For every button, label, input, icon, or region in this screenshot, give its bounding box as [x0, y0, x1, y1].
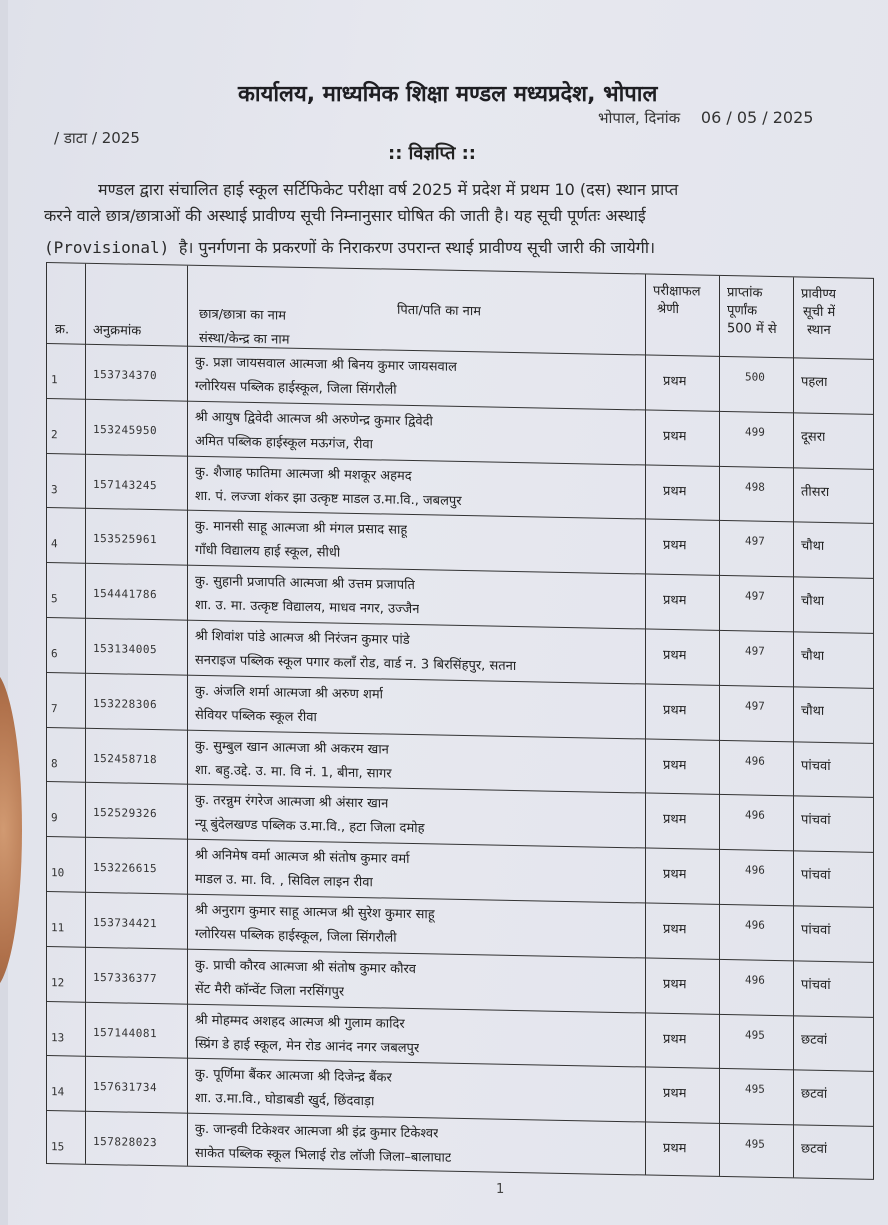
student-name: श्री अनुराग कुमार साहू आत्मज श्री सुरेश कुमार साहू	[195, 902, 435, 923]
table-row-divider	[47, 398, 873, 415]
merit-list-table	[46, 262, 874, 1180]
result-division: प्रथम	[663, 593, 687, 609]
school-name: न्यू बुंदेलखण्ड पब्लिक उ.मा.वि., हटा जिला दमोह	[195, 817, 425, 837]
serial-number: 15	[51, 1140, 65, 1154]
school-name: सेवियर पब्लिक स्कूल रीवा	[195, 707, 317, 725]
intro-line-1: मण्डल द्वारा संचालित हाई स्कूल सर्टिफिकेट परीक्षा वर्ष 2025 में प्रदेश में प्रथम 10 (दस) स्थान प्राप्त	[98, 180, 679, 199]
table-row-divider	[47, 507, 873, 524]
roll-number: 153734421	[93, 915, 158, 931]
school-name: साकेत पब्लिक स्कूल भिलाई रोड लॉजी जिला–बालाघाट	[195, 1146, 452, 1166]
marks-obtained: 495	[745, 1028, 765, 1042]
school-name: सनराइज पब्लिक स्कूल पगार कलाँ रोड, वार्ड न. 3 बिरसिंहपुर, सतना	[195, 652, 517, 675]
student-name: कु. प्राची कौरव आत्मजा श्री संतोष कुमार कौरव	[195, 957, 417, 977]
student-name: कु. अंजलि शर्मा आत्मजा श्री अरुण शर्मा	[195, 683, 384, 703]
merit-rank: दूसरा	[801, 429, 826, 445]
school-name: ग्लोरियस पब्लिक हाईस्कूल, जिला सिंगरौली	[195, 378, 397, 398]
merit-rank: चौथा	[801, 648, 825, 664]
serial-number: 1	[51, 373, 58, 387]
merit-rank: छटवां	[801, 1141, 828, 1158]
table-row-divider	[47, 836, 873, 853]
serial-number: 5	[51, 592, 58, 606]
merit-rank: पांचवां	[801, 977, 831, 993]
merit-rank: चौथा	[801, 703, 825, 719]
header-result-1: परीक्षाफल	[653, 283, 701, 300]
roll-number: 154441786	[93, 587, 158, 602]
serial-number: 2	[51, 427, 58, 442]
result-division: प्रथम	[663, 921, 687, 938]
result-division: प्रथम	[663, 812, 687, 828]
serial-number: 12	[51, 975, 65, 990]
provisional-code: (Provisional)	[44, 238, 170, 257]
student-name: श्री मोहम्मद अशहद आत्मज श्री गुलाम कादिर	[195, 1012, 405, 1032]
result-division: प्रथम	[663, 647, 687, 664]
table-row-divider	[47, 781, 873, 798]
table-row-divider	[47, 617, 873, 634]
roll-number: 153228306	[93, 696, 158, 711]
result-division: प्रथम	[663, 702, 687, 719]
merit-rank: छटवां	[801, 1032, 828, 1048]
serial-number: 8	[51, 756, 58, 770]
roll-number: 157336377	[93, 970, 158, 985]
table-row-divider	[47, 672, 873, 689]
marks-obtained: 496	[745, 808, 765, 823]
merit-rank: चौथा	[801, 593, 825, 610]
header-school: संस्था/केन्द्र का नाम	[199, 330, 290, 348]
student-name: कु. सुम्बुल खान आत्मजा श्री अकरम खान	[195, 738, 389, 758]
serial-number: 4	[51, 537, 58, 551]
table-row-divider	[47, 1110, 873, 1127]
school-name: स्प्रिंग डे हाई स्कूल, मेन रोड आनंद नगर जबलपुर	[195, 1036, 420, 1056]
result-division: प्रथम	[663, 1086, 687, 1102]
roll-number: 153134005	[93, 641, 158, 657]
header-rank-1: प्रावीण्य	[801, 286, 837, 303]
marks-obtained: 497	[745, 589, 765, 603]
student-name: कु. तरन्नुम रंगरेज आत्मजा श्री अंसार खान	[195, 793, 389, 812]
roll-number: 152529326	[93, 806, 158, 821]
intro-line-2: करने वाले छात्र/छात्राओं की अस्थाई प्रावीण्य सूची निम्नानुसार घोषित की जाती है। यह सूची पूर्णतः अस्थाई	[44, 206, 646, 225]
marks-obtained: 496	[745, 973, 765, 987]
header-marks-3: 500 में से	[727, 321, 777, 338]
roll-number: 157144081	[93, 1025, 158, 1040]
roll-number: 157631734	[93, 1080, 158, 1095]
result-division: प्रथम	[663, 757, 687, 773]
header-marks-1: प्राप्तांक	[727, 285, 763, 301]
serial-number: 3	[51, 482, 58, 496]
school-name: शा. उ.मा.वि., घोडाबडी खुर्द, छिंदवाड़ा	[195, 1091, 375, 1110]
intro-line-3	[44, 236, 655, 258]
student-name: कु. प्रज्ञा जायसवाल आत्मजा श्री बिनय कुमार जायसवाल	[195, 354, 457, 375]
place-date-line	[598, 108, 813, 128]
school-name: शा. पं. लज्जा शंकर झा उत्कृष्ट माडल उ.मा.वि., जबलपुर	[195, 488, 462, 509]
school-name: माडल उ. मा. वि. , सिविल लाइन रीवा	[195, 872, 373, 891]
student-name: श्री शिवांश पांडे आत्मज श्री निरंजन कुमार पांडे	[195, 628, 410, 648]
place-label: भोपाल, दिनांक	[598, 109, 681, 127]
roll-number: 153734370	[93, 367, 158, 383]
serial-number: 11	[51, 921, 65, 935]
page-number: 1	[496, 1182, 505, 1197]
intro-line-3-rest: है। पुनर्गणना के प्रकरणों के निराकरण उपरान्त स्थाई प्रावीण्य सूची जारी की जायेगी।	[178, 238, 656, 257]
marks-obtained: 497	[745, 644, 765, 658]
marks-obtained: 499	[745, 425, 765, 439]
header-result-2: श्रेणी	[657, 301, 679, 318]
roll-number: 157828023	[93, 1135, 158, 1150]
marks-obtained: 496	[745, 863, 765, 877]
table-row-divider	[47, 1001, 873, 1018]
table-row-divider	[47, 946, 873, 963]
marks-obtained: 497	[745, 699, 765, 713]
table-row-divider	[47, 343, 873, 360]
serial-number: 14	[51, 1085, 65, 1099]
merit-rank: पांचवां	[801, 922, 831, 939]
header-roll: अनुक्रमांक	[93, 322, 142, 339]
school-name: सेंट मैरी कॉन्वेंट जिला नरसिंगपुर	[195, 981, 345, 1000]
serial-number: 9	[51, 811, 58, 825]
table-row-divider	[47, 562, 873, 579]
merit-rank: पहला	[801, 374, 828, 391]
student-name: कु. शैजाह फातिमा आत्मजा श्री मशकूर अहमद	[195, 464, 412, 484]
marks-obtained: 497	[745, 534, 765, 549]
result-division: प्रथम	[663, 1141, 687, 1157]
merit-rank: तीसरा	[801, 484, 830, 500]
serial-number: 10	[51, 866, 65, 880]
result-division: प्रथम	[663, 867, 687, 883]
office-title: कार्यालय, माध्यमिक शिक्षा मण्डल मध्यप्रदेश, भोपाल	[238, 82, 658, 107]
roll-number: 152458718	[93, 751, 158, 766]
header-parent: पिता/पति का नाम	[397, 302, 482, 320]
table-row-divider	[47, 891, 873, 908]
student-name: श्री आयुष द्विवेदी आत्मज श्री अरुणेन्द्र कुमार द्विवेदी	[195, 409, 433, 430]
merit-rank: छटवां	[801, 1086, 828, 1103]
roll-number: 153525961	[93, 532, 158, 547]
student-name: श्री अनिमेष वर्मा आत्मज श्री संतोष कुमार वर्मा	[195, 848, 410, 868]
marks-obtained: 498	[745, 480, 765, 494]
result-division: प्रथम	[663, 976, 687, 993]
result-division: प्रथम	[663, 1031, 687, 1047]
marks-obtained: 495	[745, 1137, 765, 1151]
marks-obtained: 500	[745, 370, 765, 384]
marks-obtained: 496	[745, 918, 765, 932]
result-division: प्रथम	[663, 483, 687, 499]
table-row-divider	[47, 727, 873, 744]
student-name: कु. जान्हवी टिकेश्वर आत्मजा श्री इंद्र कुमार टिकेश्वर	[195, 1122, 439, 1142]
school-name: शा. उ. मा. उत्कृष्ट विद्यालय, माधव नगर, उज्जैन	[195, 598, 420, 618]
reference-number: / डाटा / 2025	[54, 129, 140, 147]
roll-number: 157143245	[93, 477, 158, 492]
serial-number: 7	[51, 701, 58, 716]
roll-number: 153245950	[93, 422, 158, 437]
result-division: प्रथम	[663, 538, 687, 554]
issue-date: 06 / 05 / 2025	[700, 108, 814, 127]
student-name: कु. पूर्णिमा बैंकर आत्मजा श्री दिजेन्द्र बैंकर	[195, 1067, 392, 1087]
header-marks-2: पूर्णांक	[727, 303, 758, 319]
table-row-divider	[47, 1055, 873, 1072]
merit-rank: पांचवां	[801, 867, 831, 884]
merit-rank: पांचवां	[801, 812, 831, 829]
table-row-divider	[47, 453, 873, 470]
notice-heading: :: विज्ञप्ति ::	[388, 143, 476, 164]
school-name: अमित पब्लिक हाईस्कूल मऊगंज, रीवा	[195, 433, 373, 453]
header-sno: क्र.	[55, 322, 70, 338]
marks-obtained: 495	[745, 1082, 765, 1097]
serial-number: 6	[51, 647, 58, 661]
marks-obtained: 496	[745, 754, 765, 768]
school-name: ग्लोरियस पब्लिक हाईस्कूल, जिला सिंगरौली	[195, 926, 397, 946]
school-name: गाँधी विद्यालय हाई स्कूल, सीधी	[195, 543, 341, 562]
serial-number: 13	[51, 1030, 65, 1044]
roll-number: 153226615	[93, 861, 158, 876]
result-division: प्रथम	[663, 373, 687, 390]
student-name: कु. मानसी साहू आत्मजा श्री मंगल प्रसाद साहू	[195, 519, 408, 539]
header-rank-3: स्थान	[807, 322, 831, 339]
header-rank-2: सूची में	[803, 304, 836, 321]
merit-rank: पांचवां	[801, 758, 831, 774]
result-division: प्रथम	[663, 428, 687, 445]
header-name: छात्र/छात्रा का नाम	[199, 306, 287, 324]
school-name: शा. बहु.उद्दे. उ. मा. वि नं. 1, बीना, सागर	[195, 762, 392, 782]
merit-rank: चौथा	[801, 538, 825, 555]
document-page	[8, 0, 888, 1225]
student-name: कु. सुहानी प्रजापति आत्मजा श्री उत्तम प्रजापति	[195, 574, 415, 594]
